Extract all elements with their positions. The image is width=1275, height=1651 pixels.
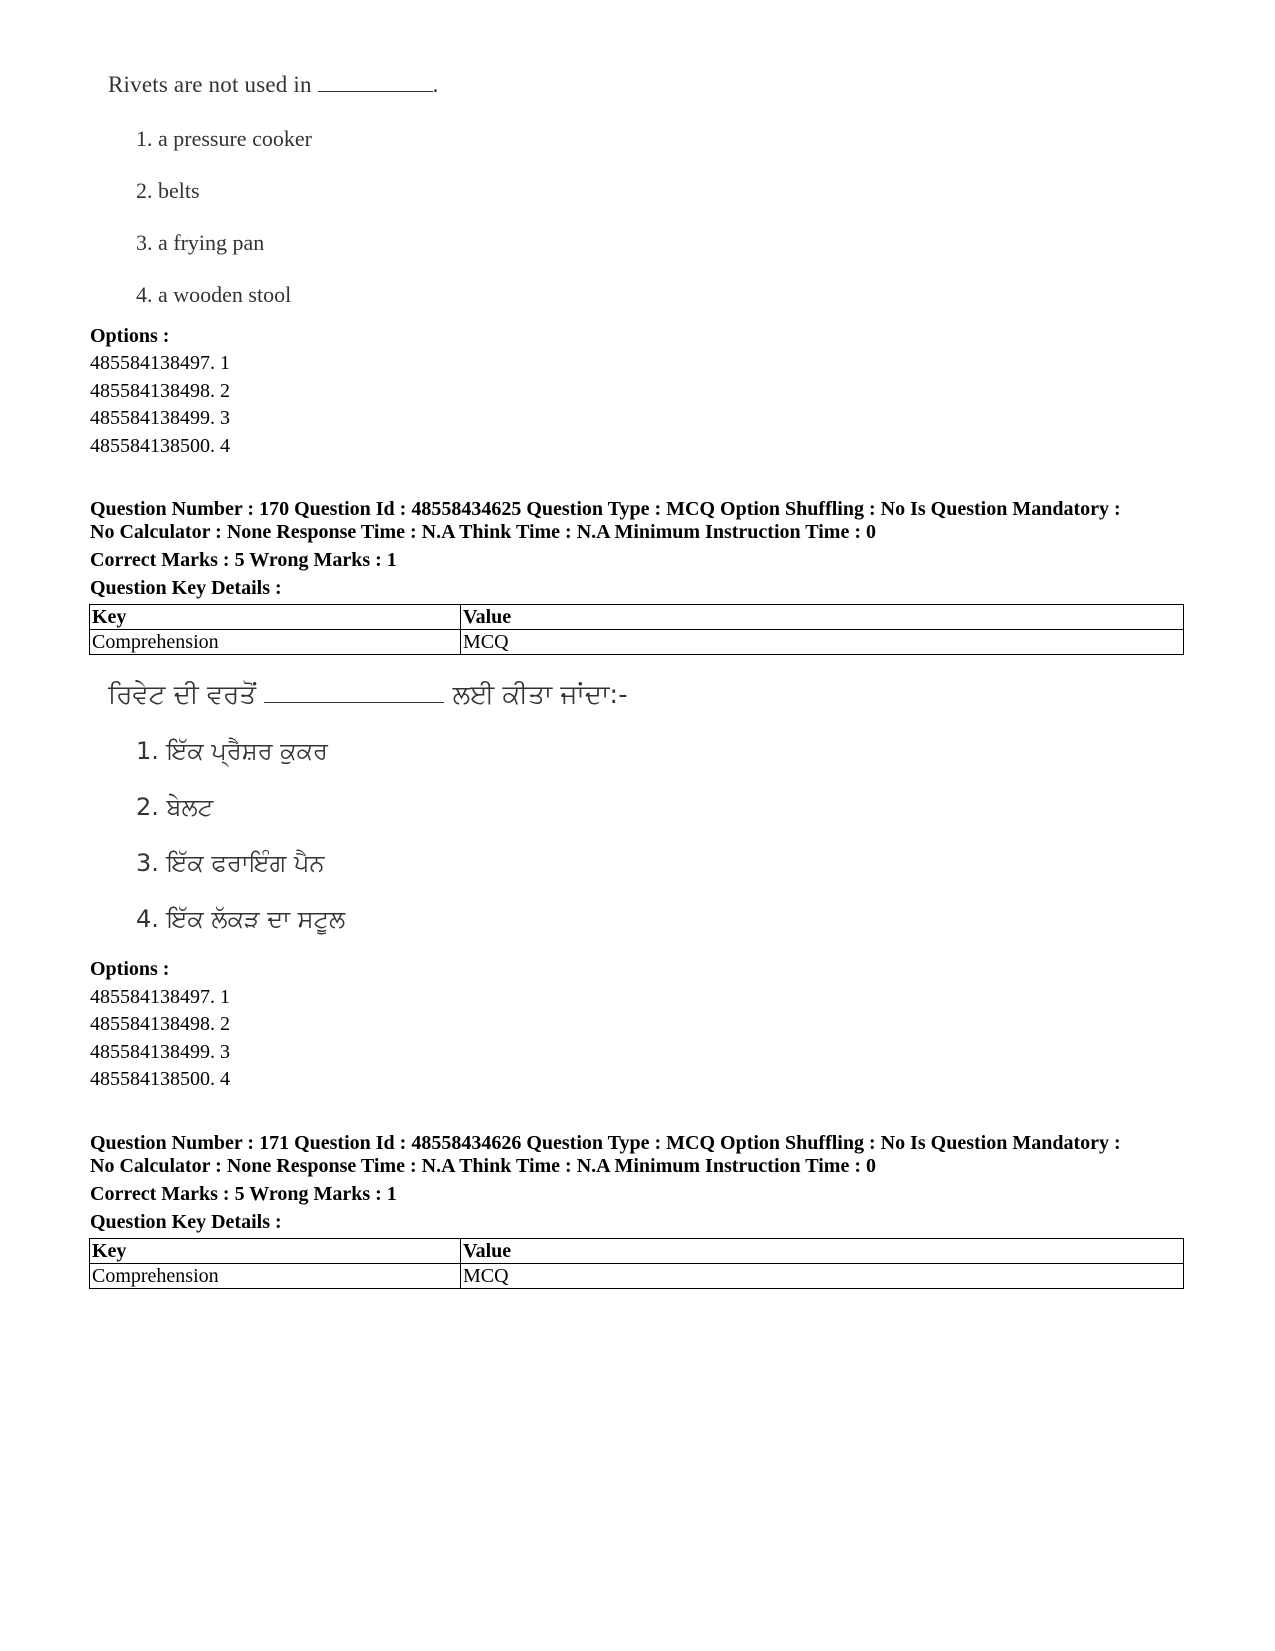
- table-header-row: [90, 1239, 1184, 1264]
- option-id: 485584138499. 3: [90, 407, 230, 429]
- table-row: [90, 1264, 1184, 1289]
- stem-suffix: ਲਈ ਕੀਤਾ ਜਾਂਦਾ:-: [452, 680, 628, 710]
- key-details-table: [89, 604, 1184, 655]
- table-header-value: Value: [461, 1239, 1184, 1264]
- question-image-english: [108, 72, 439, 98]
- question-meta: [90, 498, 1210, 544]
- question-meta-line1: Question Number : 171 Question Id : 48558434626 Question Type : MCQ Option Shuffling : No Is Question Mandatory :: [90, 1132, 1121, 1154]
- answer-blank: [264, 702, 444, 703]
- table-header-row: [90, 605, 1184, 630]
- question-meta-line2: No Calculator : None Response Time : N.A Think Time : N.A Minimum Instruction Time : 0: [90, 521, 876, 543]
- question-option: 4. a wooden stool: [136, 282, 292, 307]
- question-option: 2. belts: [136, 178, 200, 203]
- option-id: 485584138497. 1: [90, 352, 230, 374]
- option-id: 485584138497. 1: [90, 986, 230, 1008]
- option-id: 485584138500. 4: [90, 435, 230, 457]
- key-details-label: Question Key Details :: [90, 1211, 282, 1233]
- table-row: [90, 630, 1184, 655]
- option-id: 485584138498. 2: [90, 380, 230, 402]
- option-id: 485584138499. 3: [90, 1041, 230, 1063]
- table-cell-key: Comprehension: [90, 1264, 461, 1289]
- table-cell-value: MCQ: [461, 1264, 1184, 1289]
- option-id: 485584138498. 2: [90, 1013, 230, 1035]
- question-option: 1. ਇੱਕ ਪ੍ਰੈਸ਼ਰ ਕੁਕਰ: [136, 737, 328, 765]
- table-header-key: Key: [90, 1239, 461, 1264]
- options-label: Options :: [90, 958, 170, 980]
- question-meta: [90, 1132, 1210, 1178]
- options-label: Options :: [90, 325, 170, 347]
- question-option: 3. a frying pan: [136, 230, 265, 255]
- stem-suffix: .: [432, 72, 439, 97]
- table-cell-key: Comprehension: [90, 630, 461, 655]
- table-header-value: Value: [461, 605, 1184, 630]
- marks-line: Correct Marks : 5 Wrong Marks : 1: [90, 549, 397, 571]
- option-id: 485584138500. 4: [90, 1068, 230, 1090]
- marks-line: Correct Marks : 5 Wrong Marks : 1: [90, 1183, 397, 1205]
- key-details-label: Question Key Details :: [90, 577, 282, 599]
- table-cell-value: MCQ: [461, 630, 1184, 655]
- question-option: 2. ਬੇਲਟ: [136, 793, 214, 821]
- key-details-table: [89, 1238, 1184, 1289]
- question-option: 4. ਇੱਕ ਲੱਕੜ ਦਾ ਸਟੂਲ: [136, 905, 346, 933]
- question-option: 3. ਇੱਕ ਫਰਾਇੰਗ ਪੈਨ: [136, 849, 325, 877]
- question-stem: [108, 72, 439, 98]
- question-option: 1. a pressure cooker: [136, 126, 312, 151]
- stem-prefix: ਰਿਵੇਟ ਦੀ ਵਰਤੋਂ: [108, 680, 257, 710]
- answer-blank: [318, 91, 433, 92]
- question-meta-line1: Question Number : 170 Question Id : 48558434625 Question Type : MCQ Option Shuffling : No Is Question Mandatory :: [90, 498, 1121, 520]
- question-meta-line2: No Calculator : None Response Time : N.A Think Time : N.A Minimum Instruction Time : 0: [90, 1155, 876, 1177]
- question-image-punjabi: [108, 680, 628, 711]
- table-header-key: Key: [90, 605, 461, 630]
- stem-prefix: Rivets are not used in: [108, 72, 312, 97]
